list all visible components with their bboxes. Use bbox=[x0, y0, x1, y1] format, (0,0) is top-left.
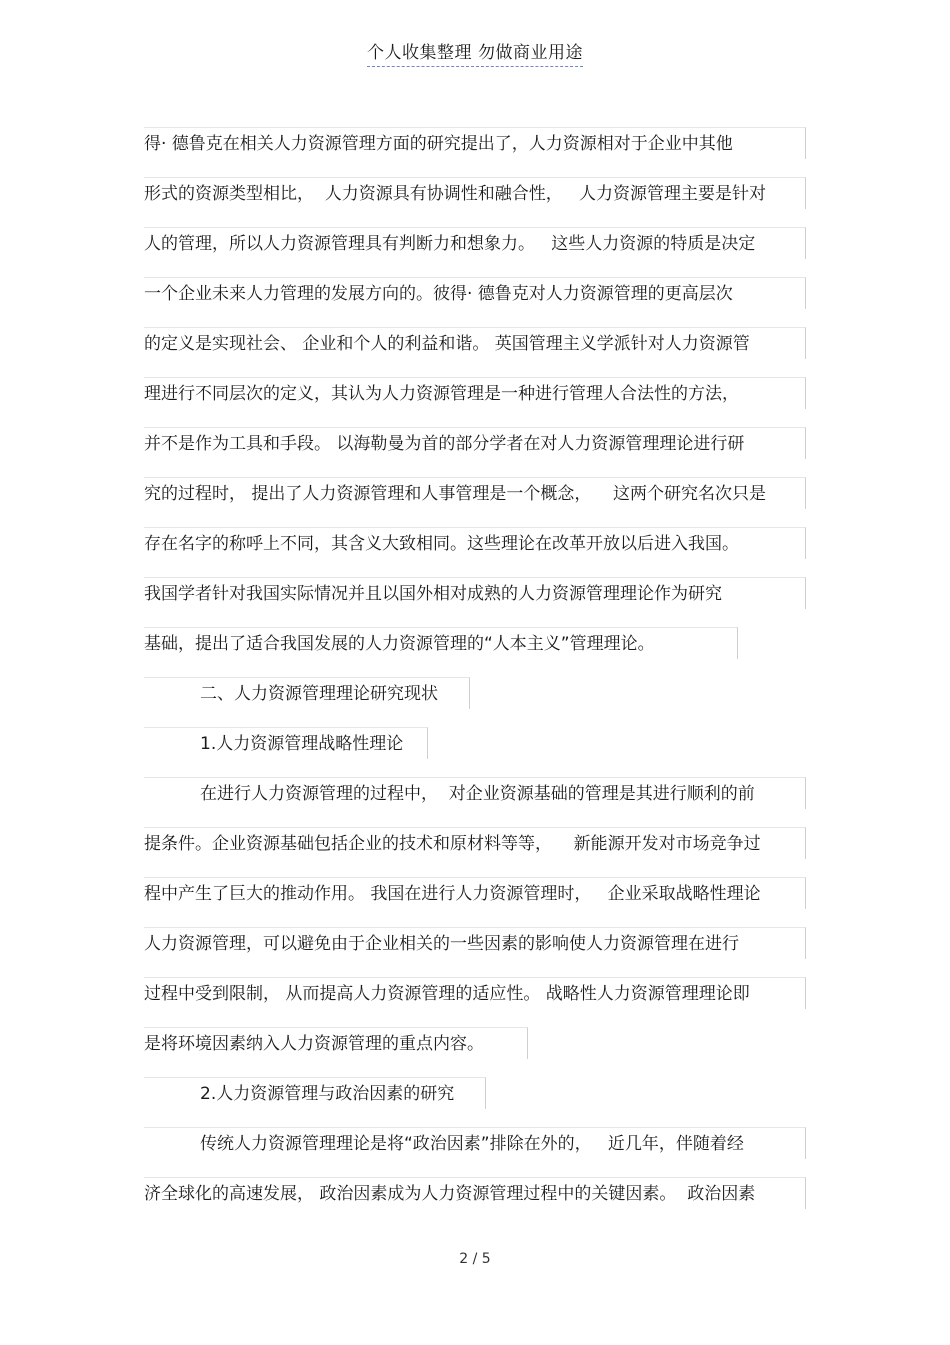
body-line: 基础，提出了适合我国发展的人力资源管理的“人本主义”管理理论。 bbox=[144, 627, 738, 659]
body-line: 人力资源管理，可以避免由于企业相关的一些因素的影响使人力资源管理在进行 bbox=[144, 927, 806, 959]
body-line: 形式的资源类型相比， 人力资源具有协调性和融合性， 人力资源管理主要是针对 bbox=[144, 177, 806, 209]
body-line: 得· 德鲁克在相关人力资源管理方面的研究提出了，人力资源相对于企业中其他 bbox=[144, 127, 806, 159]
header-title: 个人收集整理 勿做商业用途 bbox=[367, 43, 583, 67]
body-line: 人的管理，所以人力资源管理具有判断力和想象力。 这些人力资源的特质是决定 bbox=[144, 227, 806, 259]
body-line: 传统人力资源管理理论是将“政治因素”排除在外的， 近几年，伴随着经 bbox=[144, 1127, 806, 1159]
body-line: 存在名字的称呼上不同，其含义大致相同。这些理论在改革开放以后进入我国。 bbox=[144, 527, 806, 559]
body-line: 提条件。企业资源基础包括企业的技术和原材料等等， 新能源开发对市场竞争过 bbox=[144, 827, 806, 859]
subsection-heading: 2.人力资源管理与政治因素的研究 bbox=[144, 1077, 486, 1109]
subsection-heading: 1.人力资源管理战略性理论 bbox=[144, 727, 428, 759]
body-line: 的定义是实现社会、 企业和个人的利益和谐。 英国管理主义学派针对人力资源管 bbox=[144, 327, 806, 359]
body-line: 过程中受到限制， 从而提高人力资源管理的适应性。 战略性人力资源管理理论即 bbox=[144, 977, 806, 1009]
body-line: 我国学者针对我国实际情况并且以国外相对成熟的人力资源管理理论作为研究 bbox=[144, 577, 806, 609]
body-line: 程中产生了巨大的推动作用。 我国在进行人力资源管理时， 企业采取战略性理论 bbox=[144, 877, 806, 909]
body-line: 并不是作为工具和手段。 以海勒曼为首的部分学者在对人力资源管理理论进行研 bbox=[144, 427, 806, 459]
body-line: 济全球化的高速发展， 政治因素成为人力资源管理过程中的关键因素。 政治因素 bbox=[144, 1177, 806, 1209]
page-header bbox=[0, 38, 950, 63]
body-line: 在进行人力资源管理的过程中， 对企业资源基础的管理是其进行顺利的前 bbox=[144, 777, 806, 809]
page-number: 2 / 5 bbox=[459, 1251, 491, 1267]
body-line: 理进行不同层次的定义，其认为人力资源管理是一种进行管理人合法性的方法， bbox=[144, 377, 806, 409]
body-line: 一个企业未来人力管理的发展方向的。彼得· 德鲁克对人力资源管理的更高层次 bbox=[144, 277, 806, 309]
body-line: 是将环境因素纳入人力资源管理的重点内容。 bbox=[144, 1027, 528, 1059]
body-line: 究的过程时， 提出了人力资源管理和人事管理是一个概念， 这两个研究名次只是 bbox=[144, 477, 806, 509]
section-heading: 二、人力资源管理理论研究现状 bbox=[144, 677, 470, 709]
